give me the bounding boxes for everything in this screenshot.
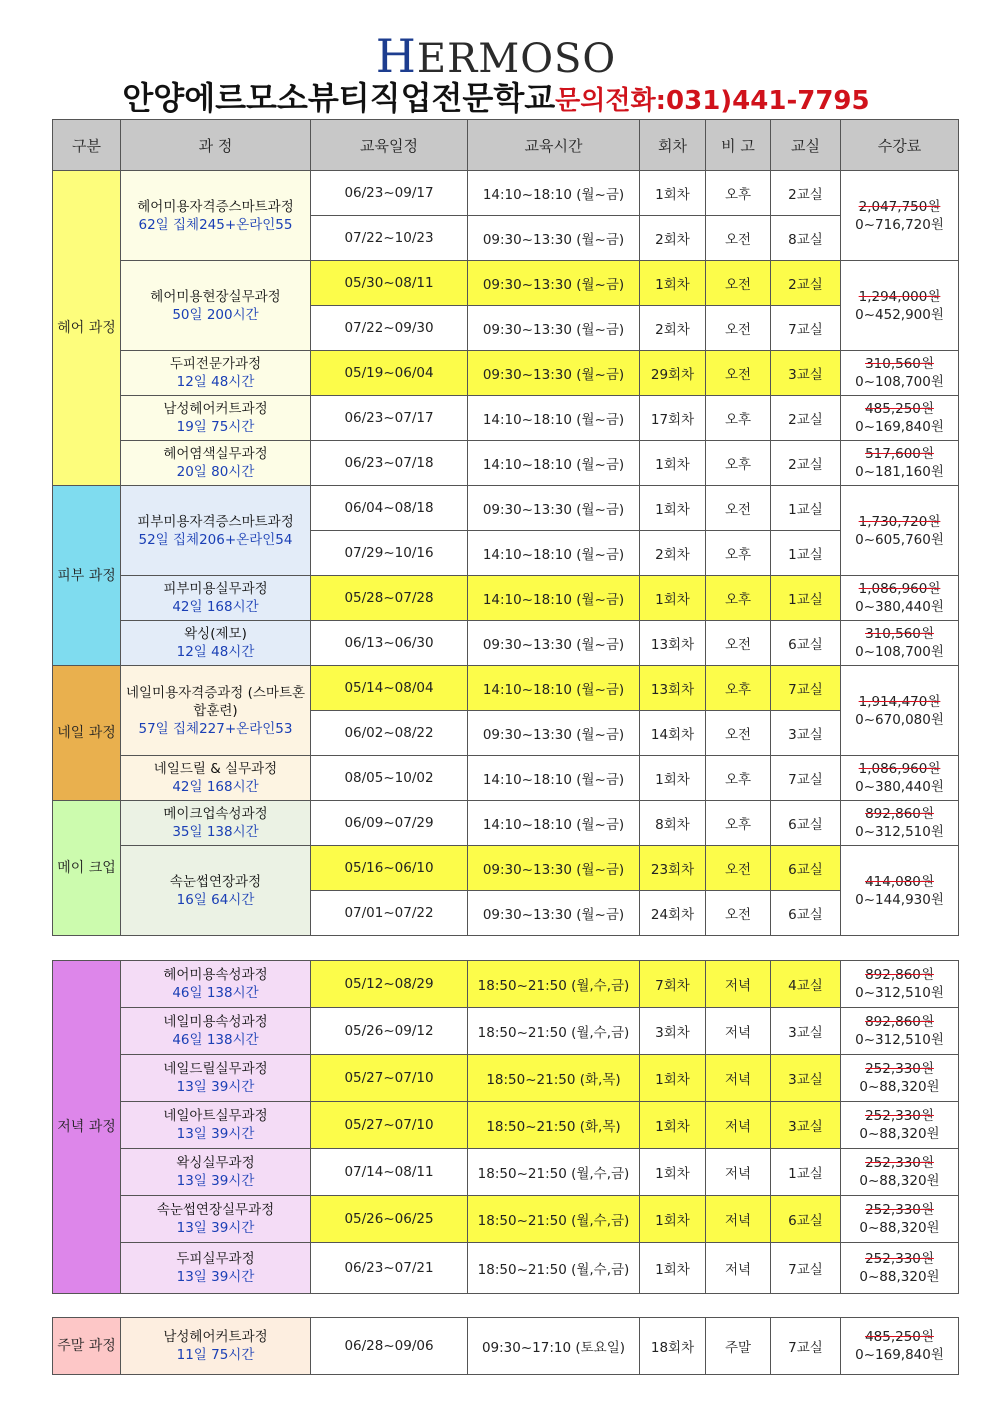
fee-cell — [841, 666, 959, 756]
course-info: 13일 39시간 — [176, 1079, 255, 1095]
time-cell: 18:50~21:50 (월,수,금) — [468, 1149, 640, 1196]
fee-discounted: 0~88,320원 — [859, 1126, 940, 1142]
room-cell: 1교실 — [771, 1149, 841, 1196]
course-info: 13일 39시간 — [176, 1269, 255, 1285]
category-cell: 피부 과정 — [53, 486, 121, 666]
schedule-table-weekend — [52, 1317, 959, 1375]
course-info: 35일 138시간 — [172, 824, 259, 840]
round-cell: 1회차 — [640, 1055, 706, 1102]
fee-discounted: 0~380,440원 — [855, 599, 944, 615]
room-cell: 7교실 — [771, 306, 841, 351]
schedule-cell: 06/23~07/17 — [311, 396, 468, 441]
course-info: 12일 48시간 — [176, 644, 255, 660]
room-cell: 6교실 — [771, 891, 841, 936]
note-cell: 저녁 — [706, 1149, 771, 1196]
table-row — [53, 1149, 959, 1196]
fee-cell — [841, 441, 959, 486]
phone-number: 문의전화:031)441-7795 — [555, 86, 870, 116]
course-cell — [121, 1149, 311, 1196]
course-info: 13일 39시간 — [176, 1173, 255, 1189]
table-row — [53, 1055, 959, 1102]
fee-discounted: 0~452,900원 — [855, 306, 944, 323]
course-name: 네일드릴실무과정 — [163, 1061, 268, 1077]
round-cell: 1회차 — [640, 441, 706, 486]
room-cell: 6교실 — [771, 801, 841, 846]
course-name: 왁싱(제모) — [184, 626, 247, 642]
room-cell: 8교실 — [771, 216, 841, 261]
table-row — [53, 441, 959, 486]
course-name: 헤어미용속성과정 — [163, 967, 268, 983]
course-info: 57일 집체227+온라인53 — [138, 720, 293, 737]
table-row — [53, 666, 959, 711]
course-info: 42일 168시간 — [172, 599, 259, 615]
schedule-cell: 08/05~10/02 — [311, 756, 468, 801]
note-cell: 저녁 — [706, 1008, 771, 1055]
course-cell — [121, 441, 311, 486]
time-cell: 18:50~21:50 (월,수,금) — [468, 1008, 640, 1055]
fee-cell — [841, 1102, 959, 1149]
round-cell: 2회차 — [640, 216, 706, 261]
fee-discounted: 0~312,510원 — [855, 824, 944, 840]
room-cell: 7교실 — [771, 1243, 841, 1294]
course-cell — [121, 621, 311, 666]
time-cell: 09:30~13:30 (월~금) — [468, 711, 640, 756]
logo: HERMOSO — [375, 29, 617, 83]
logo-text: ERMOSO — [416, 36, 617, 82]
course-cell — [121, 261, 311, 351]
schedule-cell: 05/12~08/29 — [311, 961, 468, 1008]
fee-discounted: 0~312,510원 — [855, 1032, 944, 1048]
fee-cell — [841, 1149, 959, 1196]
schedule-cell: 06/23~09/17 — [311, 171, 468, 216]
note-cell: 오후 — [706, 441, 771, 486]
fee-original: 892,860원 — [865, 1014, 934, 1030]
fee-cell — [841, 1318, 959, 1375]
schedule-cell: 06/23~07/21 — [311, 1243, 468, 1294]
course-cell — [121, 486, 311, 576]
schedule-table-evening — [52, 960, 959, 1294]
note-cell: 오후 — [706, 801, 771, 846]
room-cell: 2교실 — [771, 396, 841, 441]
round-cell: 1회차 — [640, 576, 706, 621]
fee-original: 485,250원 — [865, 1329, 934, 1345]
round-cell: 1회차 — [640, 1243, 706, 1294]
fee-cell — [841, 1196, 959, 1243]
note-cell: 오전 — [706, 621, 771, 666]
time-cell: 09:30~13:30 (월~금) — [468, 351, 640, 396]
course-name: 남성헤어커트과정 — [163, 1329, 268, 1345]
course-info: 52일 집체206+온라인54 — [138, 531, 293, 548]
table-row — [53, 846, 959, 891]
course-name: 왁싱실무과정 — [176, 1155, 255, 1171]
fee-cell — [841, 396, 959, 441]
note-cell: 오전 — [706, 351, 771, 396]
fee-discounted: 0~716,720원 — [855, 216, 944, 233]
table-row — [53, 801, 959, 846]
course-info: 19일 75시간 — [176, 419, 255, 435]
room-cell: 3교실 — [771, 1008, 841, 1055]
round-cell: 24회차 — [640, 891, 706, 936]
fee-original: 310,560원 — [865, 626, 934, 642]
course-info: 46일 138시간 — [172, 985, 259, 1001]
fee-discounted: 0~670,080원 — [855, 711, 944, 728]
time-cell: 14:10~18:10 (월~금) — [468, 396, 640, 441]
fee-cell — [841, 1243, 959, 1294]
fee-discounted: 0~88,320원 — [859, 1173, 940, 1189]
fee-cell — [841, 486, 959, 576]
time-cell: 14:10~18:10 (월~금) — [468, 531, 640, 576]
course-name: 네일미용속성과정 — [163, 1014, 268, 1030]
course-name: 두피실무과정 — [176, 1251, 255, 1267]
fee-discounted: 0~380,440원 — [855, 779, 944, 795]
fee-cell — [841, 621, 959, 666]
note-cell: 오전 — [706, 216, 771, 261]
time-cell: 18:50~21:50 (월,수,금) — [468, 1243, 640, 1294]
column-header: 교육일정 — [311, 120, 468, 171]
course-name: 네일드릴 & 실무과정 — [153, 761, 278, 777]
round-cell: 13회차 — [640, 621, 706, 666]
table-row — [53, 261, 959, 306]
room-cell: 2교실 — [771, 261, 841, 306]
note-cell: 저녁 — [706, 1102, 771, 1149]
fee-cell — [841, 351, 959, 396]
fee-discounted: 0~605,760원 — [855, 531, 944, 548]
fee-original: 1,294,000원 — [858, 288, 941, 305]
table-row — [53, 621, 959, 666]
column-header: 회차 — [640, 120, 706, 171]
round-cell: 7회차 — [640, 961, 706, 1008]
schedule-cell: 05/27~07/10 — [311, 1102, 468, 1149]
schedule-cell: 06/02~08/22 — [311, 711, 468, 756]
round-cell: 1회차 — [640, 261, 706, 306]
note-cell: 오전 — [706, 261, 771, 306]
fee-original: 252,330원 — [865, 1155, 934, 1171]
course-info: 20일 80시간 — [176, 464, 255, 480]
header-row — [53, 120, 959, 171]
fee-original: 2,047,750원 — [858, 198, 941, 215]
fee-original: 892,860원 — [865, 806, 934, 822]
fee-original: 1,730,720원 — [858, 513, 941, 530]
fee-original: 252,330원 — [865, 1202, 934, 1218]
round-cell: 17회차 — [640, 396, 706, 441]
course-name: 네일미용자격증과정 (스마트혼합훈련) — [125, 684, 306, 719]
note-cell: 오후 — [706, 396, 771, 441]
time-cell: 14:10~18:10 (월~금) — [468, 441, 640, 486]
note-cell: 오후 — [706, 171, 771, 216]
room-cell: 3교실 — [771, 1055, 841, 1102]
table-row — [53, 1196, 959, 1243]
fee-cell — [841, 801, 959, 846]
fee-cell — [841, 1055, 959, 1102]
course-info: 13일 39시간 — [176, 1126, 255, 1142]
room-cell: 6교실 — [771, 621, 841, 666]
room-cell: 1교실 — [771, 531, 841, 576]
room-cell: 3교실 — [771, 711, 841, 756]
course-cell — [121, 1318, 311, 1375]
schedule-table-day — [52, 119, 959, 936]
time-cell: 14:10~18:10 (월~금) — [468, 171, 640, 216]
note-cell: 저녁 — [706, 961, 771, 1008]
course-info: 62일 집체245+온라인55 — [138, 216, 293, 233]
room-cell: 6교실 — [771, 846, 841, 891]
time-cell: 09:30~13:30 (월~금) — [468, 891, 640, 936]
room-cell: 7교실 — [771, 666, 841, 711]
time-cell: 14:10~18:10 (월~금) — [468, 576, 640, 621]
fee-original: 1,914,470원 — [858, 693, 941, 710]
schedule-cell: 05/26~09/12 — [311, 1008, 468, 1055]
note-cell: 오후 — [706, 576, 771, 621]
schedule-cell: 07/22~10/23 — [311, 216, 468, 261]
fee-discounted: 0~88,320원 — [859, 1079, 940, 1095]
table-row — [53, 756, 959, 801]
column-header: 구분 — [53, 120, 121, 171]
note-cell: 오전 — [706, 711, 771, 756]
column-header: 교육시간 — [468, 120, 640, 171]
time-cell: 09:30~13:30 (월~금) — [468, 261, 640, 306]
category-cell: 저녁 과정 — [53, 961, 121, 1294]
fee-discounted: 0~169,840원 — [855, 1347, 944, 1363]
note-cell: 오전 — [706, 891, 771, 936]
room-cell: 6교실 — [771, 1196, 841, 1243]
schedule-cell: 06/04~08/18 — [311, 486, 468, 531]
time-cell: 18:50~21:50 (월,수,금) — [468, 961, 640, 1008]
fee-cell — [841, 576, 959, 621]
course-cell — [121, 1055, 311, 1102]
schedule-cell: 05/26~06/25 — [311, 1196, 468, 1243]
course-info: 12일 48시간 — [176, 374, 255, 390]
round-cell: 2회차 — [640, 306, 706, 351]
course-cell — [121, 351, 311, 396]
time-cell: 18:50~21:50 (월,수,금) — [468, 1196, 640, 1243]
page-title — [0, 78, 992, 124]
note-cell: 오전 — [706, 846, 771, 891]
category-cell: 헤어 과정 — [53, 171, 121, 486]
room-cell: 7교실 — [771, 1318, 841, 1375]
room-cell: 7교실 — [771, 756, 841, 801]
course-cell — [121, 396, 311, 441]
round-cell: 1회차 — [640, 1196, 706, 1243]
round-cell: 2회차 — [640, 531, 706, 576]
course-info: 16일 64시간 — [176, 891, 255, 908]
course-name: 남성헤어커트과정 — [163, 401, 268, 417]
table-row — [53, 486, 959, 531]
fee-original: 310,560원 — [865, 356, 934, 372]
course-info: 11일 75시간 — [176, 1347, 255, 1363]
category-cell: 주말 과정 — [53, 1318, 121, 1375]
round-cell: 13회차 — [640, 666, 706, 711]
schedule-cell: 06/23~07/18 — [311, 441, 468, 486]
course-name: 속눈썹연장실무과정 — [156, 1202, 275, 1218]
fee-cell — [841, 846, 959, 936]
time-cell: 18:50~21:50 (화,목) — [468, 1055, 640, 1102]
category-cell: 메이 크업 — [53, 801, 121, 936]
schedule-cell: 05/30~08/11 — [311, 261, 468, 306]
schedule-cell: 06/13~06/30 — [311, 621, 468, 666]
schedule-cell: 05/14~08/04 — [311, 666, 468, 711]
fee-cell — [841, 961, 959, 1008]
round-cell: 1회차 — [640, 171, 706, 216]
course-cell — [121, 1243, 311, 1294]
room-cell: 4교실 — [771, 961, 841, 1008]
course-name: 피부미용자격증스마트과정 — [137, 513, 294, 530]
time-cell: 09:30~13:30 (월~금) — [468, 486, 640, 531]
table-row — [53, 171, 959, 216]
course-cell — [121, 801, 311, 846]
course-cell — [121, 846, 311, 936]
category-cell: 네일 과정 — [53, 666, 121, 801]
note-cell: 저녁 — [706, 1243, 771, 1294]
time-cell: 14:10~18:10 (월~금) — [468, 801, 640, 846]
table-row — [53, 576, 959, 621]
note-cell: 저녁 — [706, 1196, 771, 1243]
room-cell: 3교실 — [771, 351, 841, 396]
course-cell — [121, 666, 311, 756]
fee-discounted: 0~144,930원 — [855, 891, 944, 908]
room-cell: 3교실 — [771, 1102, 841, 1149]
fee-discounted: 0~88,320원 — [859, 1269, 940, 1285]
course-info: 42일 168시간 — [172, 779, 259, 795]
round-cell: 3회차 — [640, 1008, 706, 1055]
round-cell: 14회차 — [640, 711, 706, 756]
time-cell: 18:50~21:50 (화,목) — [468, 1102, 640, 1149]
course-info: 13일 39시간 — [176, 1220, 255, 1236]
column-header: 과 정 — [121, 120, 311, 171]
schedule-cell: 06/28~09/06 — [311, 1318, 468, 1375]
time-cell: 09:30~13:30 (월~금) — [468, 846, 640, 891]
fee-original: 485,250원 — [865, 401, 934, 417]
room-cell: 2교실 — [771, 441, 841, 486]
course-name: 두피전문가과정 — [169, 356, 262, 372]
fee-discounted: 0~108,700원 — [855, 374, 944, 390]
table-row — [53, 1243, 959, 1294]
note-cell: 오전 — [706, 306, 771, 351]
fee-original: 252,330원 — [865, 1251, 934, 1267]
time-cell: 09:30~13:30 (월~금) — [468, 621, 640, 666]
fee-original: 517,600원 — [865, 446, 934, 462]
course-info: 46일 138시간 — [172, 1032, 259, 1048]
course-cell — [121, 1102, 311, 1149]
fee-cell — [841, 1008, 959, 1055]
round-cell: 23회차 — [640, 846, 706, 891]
fee-original: 414,080원 — [865, 873, 934, 890]
fee-cell — [841, 171, 959, 261]
fee-original: 252,330원 — [865, 1061, 934, 1077]
room-cell: 1교실 — [771, 486, 841, 531]
course-cell — [121, 1008, 311, 1055]
fee-discounted: 0~108,700원 — [855, 644, 944, 660]
round-cell: 1회차 — [640, 486, 706, 531]
schedule-cell: 05/28~07/28 — [311, 576, 468, 621]
schedule-cell: 07/29~10/16 — [311, 531, 468, 576]
note-cell: 저녁 — [706, 1055, 771, 1102]
course-name: 피부미용실무과정 — [163, 581, 268, 597]
course-name: 메이크업속성과정 — [163, 806, 268, 822]
table-row — [53, 961, 959, 1008]
course-cell — [121, 1196, 311, 1243]
table-row — [53, 1102, 959, 1149]
round-cell: 8회차 — [640, 801, 706, 846]
schedule-cell: 06/09~07/29 — [311, 801, 468, 846]
note-cell: 오후 — [706, 756, 771, 801]
round-cell: 29회차 — [640, 351, 706, 396]
time-cell: 14:10~18:10 (월~금) — [468, 666, 640, 711]
table-row — [53, 351, 959, 396]
fee-cell — [841, 756, 959, 801]
course-name: 헤어염색실무과정 — [163, 446, 268, 462]
fee-discounted: 0~181,160원 — [855, 464, 944, 480]
note-cell: 오전 — [706, 486, 771, 531]
time-cell: 09:30~13:30 (월~금) — [468, 216, 640, 261]
schedule-cell: 05/27~07/10 — [311, 1055, 468, 1102]
round-cell: 1회차 — [640, 1102, 706, 1149]
time-cell: 09:30~17:10 (토요일) — [468, 1318, 640, 1375]
course-cell — [121, 961, 311, 1008]
fee-original: 252,330원 — [865, 1108, 934, 1124]
round-cell: 18회차 — [640, 1318, 706, 1375]
time-cell: 09:30~13:30 (월~금) — [468, 306, 640, 351]
course-cell — [121, 756, 311, 801]
schedule-cell: 05/16~06/10 — [311, 846, 468, 891]
round-cell: 1회차 — [640, 1149, 706, 1196]
room-cell: 1교실 — [771, 576, 841, 621]
course-name: 헤어미용자격증스마트과정 — [137, 198, 294, 215]
table-row — [53, 1318, 959, 1375]
note-cell: 오후 — [706, 531, 771, 576]
schedule-cell: 07/14~08/11 — [311, 1149, 468, 1196]
course-name: 네일아트실무과정 — [163, 1108, 268, 1124]
fee-discounted: 0~312,510원 — [855, 985, 944, 1001]
column-header: 비 고 — [706, 120, 771, 171]
table-row — [53, 1008, 959, 1055]
room-cell: 2교실 — [771, 171, 841, 216]
course-cell — [121, 576, 311, 621]
note-cell: 주말 — [706, 1318, 771, 1375]
course-info: 50일 200시간 — [172, 306, 259, 323]
fee-original: 892,860원 — [865, 967, 934, 983]
schedule-cell: 07/22~09/30 — [311, 306, 468, 351]
fee-original: 1,086,960원 — [858, 761, 941, 777]
course-cell — [121, 171, 311, 261]
schedule-cell: 05/19~06/04 — [311, 351, 468, 396]
fee-discounted: 0~88,320원 — [859, 1220, 940, 1236]
column-header: 교실 — [771, 120, 841, 171]
fee-discounted: 0~169,840원 — [855, 419, 944, 435]
table-row — [53, 396, 959, 441]
course-name: 헤어미용현장실무과정 — [150, 288, 281, 305]
school-name: 안양에르모소뷰티직업전문학교 — [122, 79, 556, 117]
fee-original: 1,086,960원 — [858, 581, 941, 597]
round-cell: 1회차 — [640, 756, 706, 801]
note-cell: 오후 — [706, 666, 771, 711]
course-name: 속눈썹연장과정 — [169, 873, 262, 890]
time-cell: 14:10~18:10 (월~금) — [468, 756, 640, 801]
schedule-cell: 07/01~07/22 — [311, 891, 468, 936]
fee-cell — [841, 261, 959, 351]
column-header: 수강료 — [841, 120, 959, 171]
